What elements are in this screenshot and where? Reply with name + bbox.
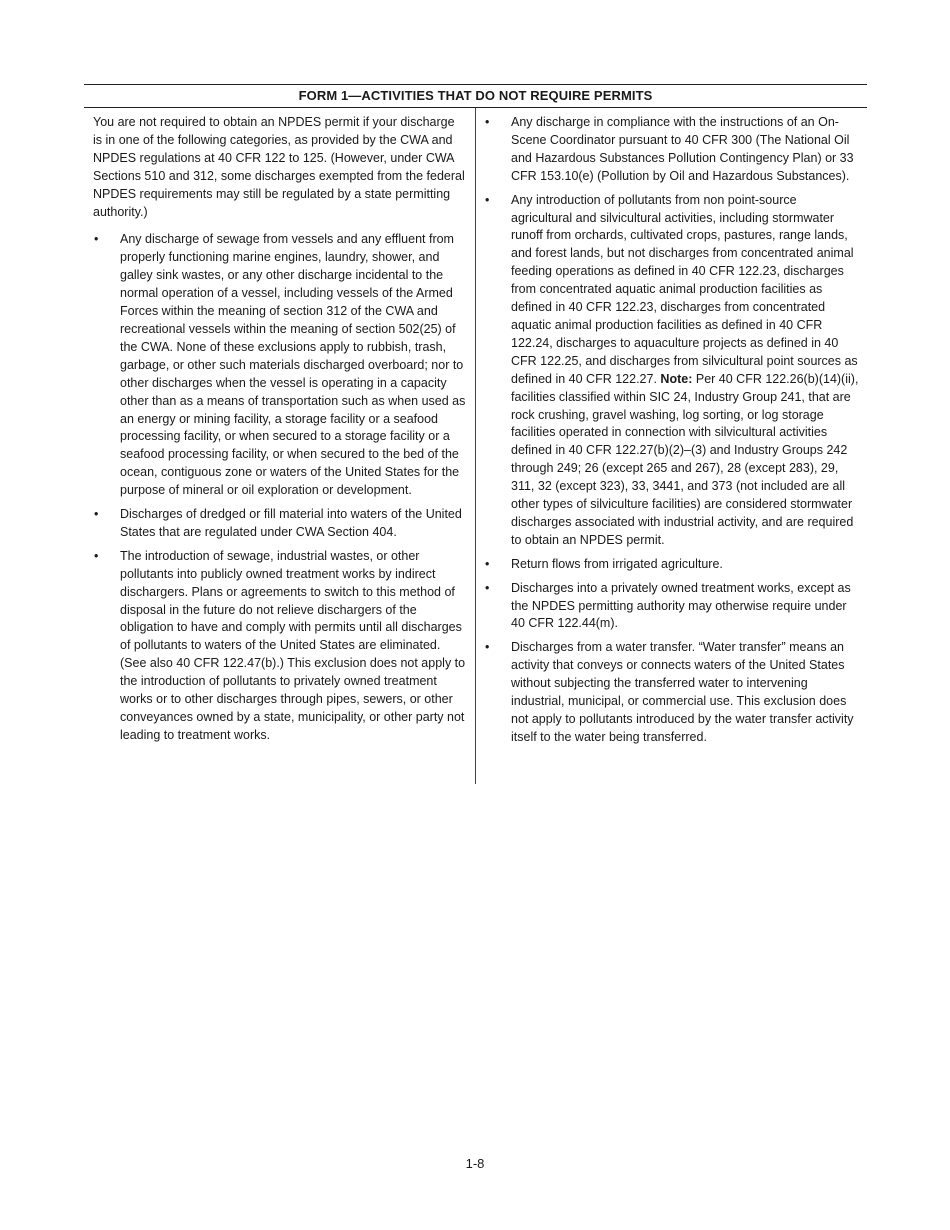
list-item-text-part: Any introduction of pollutants from non point-source agricultural and silvicultural activities, including stormwater runoff from orchards, cultivated crops, pastures, range lands, and forest lands, but not discharges from concentrated animal feeding operations as defined in 40 CFR 122.23, discharges from concentrated aquatic animal production facilities as defined in 40 CFR 122.23, discharges from concentrated aquatic animal production facilities as defined in 40 CFR 122.24, discharges to aquaculture projects as defined in 40 CFR 122.25, and discharges from silvicultural point sources as defined in 40 CFR 122.27. — [511, 192, 858, 386]
page-number: 1-8 — [465, 1156, 485, 1171]
list-item-text: Discharges from a water transfer. “Water transfer” means an activity that conveys or connects waters of the United States without subjecting the transferred water to intervening industrial, municipal, or commercial use. This exclusion does not apply to pollutants introduced by the water transfer activity itself to the water being transferred. — [511, 640, 854, 744]
bullet-icon: • — [485, 580, 490, 595]
bullet-icon: • — [94, 548, 99, 563]
bullet-icon: • — [94, 507, 99, 522]
bullet-icon: • — [94, 232, 99, 247]
bullet-icon: • — [485, 640, 490, 655]
list-item-text: The introduction of sewage, industrial wastes, or other pollutants into publicly owned treatment works by indirect dischargers. Plans or agreements to switch to this method of disposal in the future do not relieve dischargers of the obligation to have and comply with permits until all discharges of pollutants to waters of the United States are eliminated. (See also 40 CFR 122.47(b).) This exclusion does not apply to the introduction of pollutants to privately owned treatment works or to other discharges through pipes, sewers, or other conveyances owned by a state, municipality, or other party not leading to treatment works. — [120, 548, 466, 742]
list-item — [484, 580, 861, 634]
note-label: Note: — [660, 371, 693, 386]
two-column-body — [84, 108, 867, 784]
intro-paragraph: You are not required to obtain an NPDES permit if your discharge is in one of the following categories, as provided by the CWA and NPDES regulations at 40 CFR 122 to 125. (However, under CWA Sections 510 and 312, some discharges exempted from the federal NPDES requirements may still be regulated by a state permitting authority.) — [93, 115, 465, 219]
list-item — [93, 506, 466, 542]
list-item-text: Any discharge of sewage from vessels and any effluent from properly functioning marine engines, laundry, shower, and galley sink wastes, or any other discharge incidental to the normal operation of a vessel, including vessels of the Armed Forces within the meaning of section 312 of the CWA and recreational vessels within the meaning of section 502(25) of the CWA. None of these exclusions apply to rubbish, trash, garbage, or other such materials discharged overboard; nor to other discharges when the vessel is operating in a capacity other than as a means of transportation such as when used as an energy or mining facility, a storage facility or a seafood processing facility, or when secured to a storage facility or a seafood processing facility, or when secured to the bed of the ocean, contiguous zone or waters of the United States for the purpose of mineral or oil exploration or development. — [120, 232, 466, 498]
list-item — [484, 639, 861, 746]
list-item-text-part: Per 40 CFR 122.26(b)(14)(ii), facilities classified within SIC 24, Industry Group 241, that are rock crushing, gravel washing, log sorting, or log storage facilities operated in connection with silvicultural activities defined in 40 CFR 122.27(b)(2)–(3) and Industry Groups 242 through 249; 26 (except 265 and 267), 28 (except 283), 29, 311, 32 (except 323), 33, 3441, and 373 (not included are all other types of silviculture facilities) are considered stormwater discharges associated with industrial activity, and are required to obtain an NPDES permit. — [511, 371, 859, 547]
form-section-title: FORM 1—ACTIVITIES THAT DO NOT REQUIRE PERMITS — [84, 84, 867, 108]
bullet-icon: • — [485, 192, 490, 207]
list-item — [484, 556, 861, 574]
list-item-text: Return flows from irrigated agriculture. — [511, 556, 723, 571]
list-item — [484, 192, 861, 550]
bullet-icon: • — [485, 115, 490, 129]
document-page — [84, 84, 867, 784]
right-column — [475, 108, 867, 784]
list-item-text — [511, 193, 858, 547]
list-item — [93, 231, 466, 500]
list-item-text: Any discharge in compliance with the instructions of an On-Scene Coordinator pursuant to 40 CFR 300 (The National Oil and Hazardous Substances Pollution Contingency Plan) or 33 CFR 153.10(e) (Pollution by Oil and Hazardous Substances). — [511, 115, 854, 183]
right-bullet-list — [484, 114, 861, 747]
left-column — [84, 108, 475, 784]
list-item — [93, 548, 466, 745]
bullet-icon: • — [485, 556, 490, 571]
list-item-text: Discharges of dredged or fill material into waters of the United States that are regulated under CWA Section 404. — [120, 507, 462, 539]
list-item — [484, 114, 861, 186]
left-bullet-list — [93, 231, 466, 744]
list-item-text: Discharges into a privately owned treatment works, except as the NPDES permitting authority may otherwise require under 40 CFR 122.44(m). — [511, 580, 851, 631]
